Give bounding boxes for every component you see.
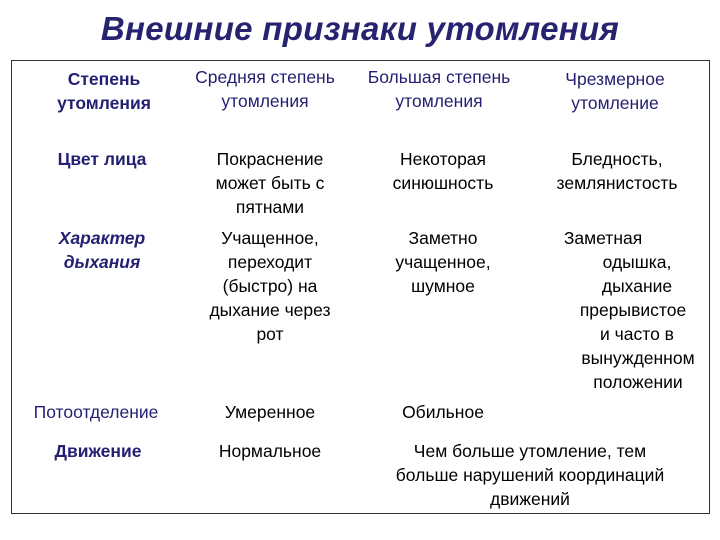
table-cell: Учащенное, переходит (быстро) на дыхание через рот [209, 228, 331, 344]
row-label-face-color: Цвет лица [57, 149, 147, 169]
header-cell-high: Большая степень утомления [367, 67, 511, 111]
header-cell-excessive: Чрезмерное утомление [565, 69, 665, 113]
page-title: Внешние признаки утомления [100, 10, 620, 47]
table-cell: Нормальное [218, 441, 322, 461]
table-cell: Покраснение может быть с пятнами [215, 149, 325, 217]
table-cell: Бледность, землянистость [556, 149, 678, 193]
table-cell-merged: Чем больше утомление, тем больше нарушений координаций движений [395, 441, 665, 509]
table-cell: Умеренное [224, 402, 316, 422]
table-cell: Обильное [402, 402, 484, 422]
row-label-breathing: Характер дыхания [58, 228, 146, 272]
table-cell: Некоторая синюшность [392, 149, 494, 193]
fatigue-signs-table [11, 60, 710, 514]
header-cell-medium: Средняя степень утомления [195, 67, 335, 111]
row-label-sweating: Потоотделение [33, 402, 159, 422]
header-cell-degree: Степень утомления [57, 69, 151, 113]
row-label-movement: Движение [54, 441, 142, 461]
table-cell: Заметно учащенное, шумное [395, 228, 491, 296]
table-cell: Заметная одышка, дыхание прерывистое и часто в вынужденном положении [563, 228, 695, 392]
